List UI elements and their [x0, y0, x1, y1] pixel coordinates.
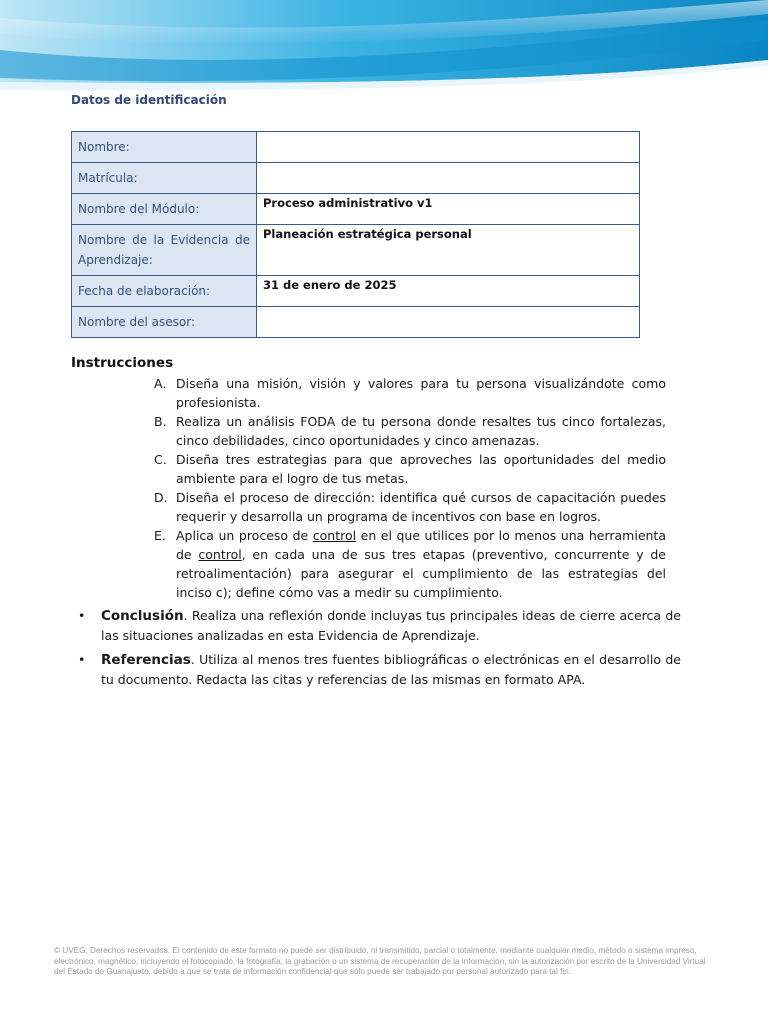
identification-table [71, 131, 640, 338]
field-value-modulo[interactable]: Proceso administrativo v1 [257, 194, 640, 225]
field-value-asesor[interactable] [257, 307, 640, 338]
list-item-text: Diseña tres estrategias para que aproveches las oportunidades del medio ambiente para el logro de tus metas. [176, 452, 666, 486]
field-label-matricula: Matrícula: [72, 163, 257, 194]
list-marker: A. [154, 376, 167, 391]
list-item-text: Realiza un análisis FODA de tu persona donde resaltes tus cinco fortalezas, cinco debilidades, cinco oportunidades y cinco amenazas. [176, 414, 666, 448]
field-label-nombre: Nombre: [72, 132, 257, 163]
list-item-text: Diseña el proceso de dirección: identifica qué cursos de capacitación puedes requerir y desarrolla un programa de incentivos con base en logros. [176, 490, 666, 524]
field-label-evidencia: Nombre de la Evidencia de Aprendizaje: [72, 225, 257, 276]
list-item [78, 650, 681, 689]
control-term: control [198, 547, 242, 562]
control-term: control [312, 528, 357, 543]
field-label-asesor: Nombre del asesor: [72, 307, 257, 338]
table-row [72, 276, 640, 307]
list-marker: B. [154, 414, 167, 429]
instructions-title: Instrucciones [71, 355, 174, 371]
list-item-text: en el que utilices por lo menos una herramienta de [176, 528, 666, 562]
bullet-list [78, 606, 681, 694]
list-item-text: , en cada una de sus tres etapas (preventivo, concurrente y de retroalimentación) para asegurar el cumplimiento de las estrategias del inciso c); define cómo vas a medir su cumplimiento. [176, 547, 666, 600]
list-item [150, 450, 666, 488]
list-item [150, 374, 666, 412]
bullet-icon: • [78, 652, 86, 667]
instructions-list [150, 374, 666, 602]
list-item-text: Aplica un proceso de [176, 528, 313, 543]
bullet-heading: Referencias [101, 652, 191, 668]
list-item [150, 488, 666, 526]
field-value-evidencia[interactable]: Planeación estratégica personal [257, 225, 640, 276]
header-banner [0, 0, 768, 96]
field-label-fecha: Fecha de elaboración: [72, 276, 257, 307]
table-row [72, 163, 640, 194]
list-marker: C. [154, 452, 167, 467]
bullet-heading: Conclusión [101, 608, 184, 624]
table-row [72, 225, 640, 276]
list-marker: D. [154, 490, 168, 505]
list-item [78, 606, 681, 645]
list-item [150, 526, 666, 602]
list-item [150, 412, 666, 450]
bullet-text: . Realiza una reflexión donde incluyas tus principales ideas de cierre acerca de las situaciones analizadas en esta Evidencia de Aprendizaje. [101, 608, 681, 643]
list-item-text: Diseña una misión, visión y valores para tu persona visualizándote como profesionista. [176, 376, 666, 410]
field-value-matricula[interactable] [257, 163, 640, 194]
field-label-modulo: Nombre del Módulo: [72, 194, 257, 225]
list-marker: E. [154, 528, 166, 543]
table-row [72, 132, 640, 163]
copyright-footer: © UVEG. Derechos reservados. El contenido de este formato no puede ser distribuido, ni transmitido, parcial o totalmente, mediante cualquier medio, método o sistema impreso, electrónico, magnético, incluyendo el fotocopiado, la fotografía, la grabación o un sistema de recuperación de la información, sin la autorización por escrito de la Universidad Virtual del Estado de Guanajuato, debido a que se trata de información confidencial que sólo puede ser trabajado por personal autorizado para tal fin. [54, 946, 706, 976]
field-value-fecha[interactable]: 31 de enero de 2025 [257, 276, 640, 307]
bullet-icon: • [78, 608, 86, 623]
section-title: Datos de identificación [71, 93, 227, 107]
field-value-nombre[interactable] [257, 132, 640, 163]
table-row [72, 307, 640, 338]
bullet-text: . Utiliza al menos tres fuentes bibliográficas o electrónicas en el desarrollo de tu documento. Redacta las citas y referencias de las mismas en formato APA. [101, 652, 681, 687]
table-row [72, 194, 640, 225]
